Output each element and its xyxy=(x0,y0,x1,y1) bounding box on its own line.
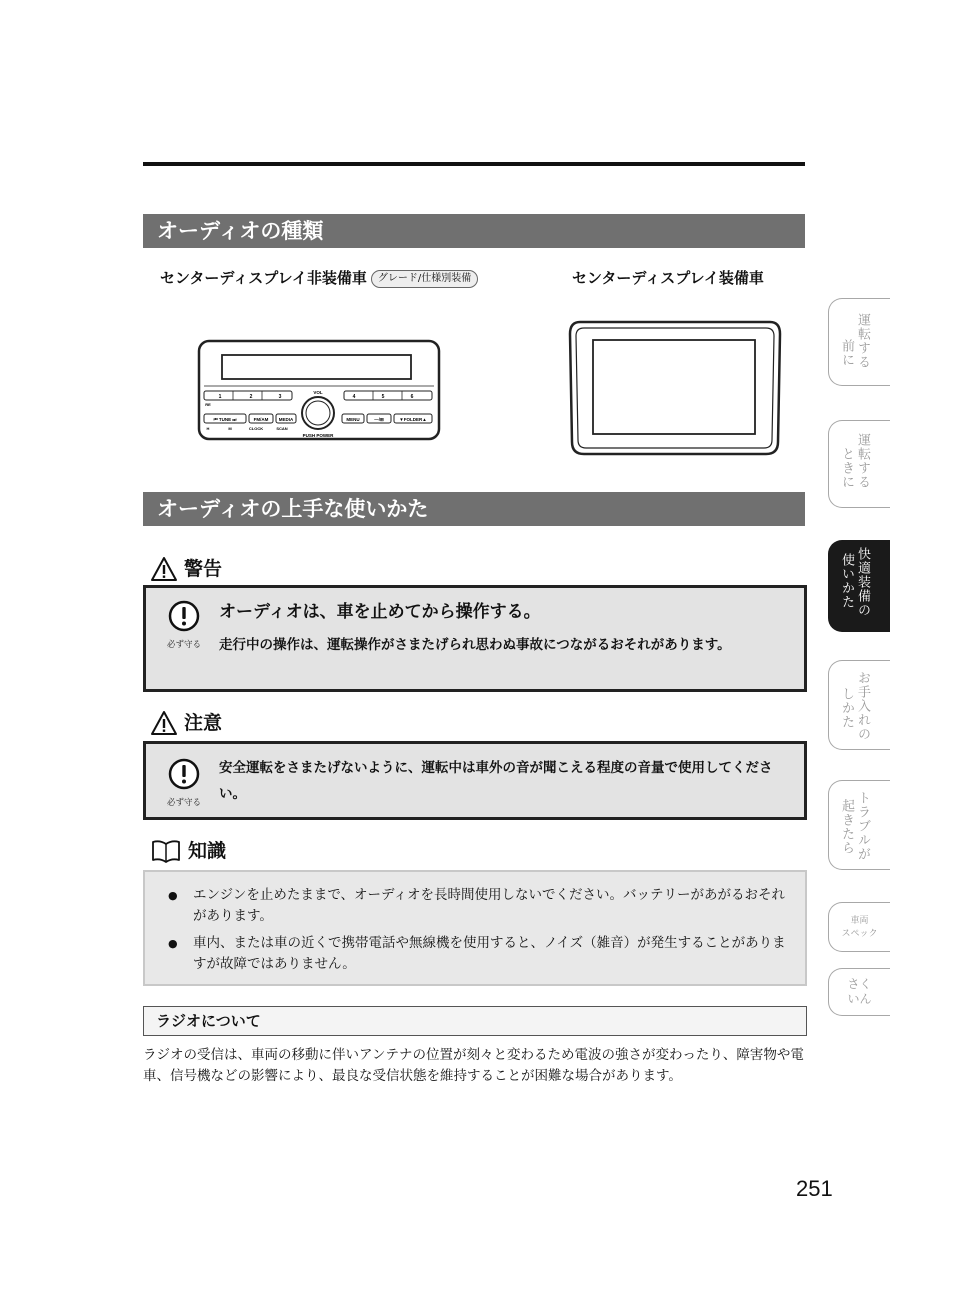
sub-m: M xyxy=(228,426,232,431)
tab-text: 車両 xyxy=(850,916,869,926)
tab-before-driving[interactable] xyxy=(828,298,890,386)
tab-text: さく xyxy=(847,977,872,991)
btn-display: ―/⊞ xyxy=(374,417,384,422)
must-follow-label-caution: 必ず守る xyxy=(166,798,201,808)
caution-title: 注意 xyxy=(184,712,223,734)
tab-troubleshooting[interactable] xyxy=(828,780,890,870)
warning-heading xyxy=(150,556,222,582)
tab-text: しかた xyxy=(839,687,854,729)
knowledge-title: 知識 xyxy=(188,840,227,862)
radio-heading: ラジオについて xyxy=(143,1006,807,1036)
label-no-display xyxy=(160,268,478,288)
top-rule xyxy=(143,162,805,166)
btn-media: MEDIA xyxy=(278,417,294,422)
preset-3: 3 xyxy=(278,394,282,400)
caution-heading xyxy=(150,710,222,736)
btn-menu: MENU xyxy=(346,417,360,422)
radio-paragraph: ラジオの受信は、車両の移動に伴いアンテナの位置が刻々と変わるため電波の強さが変わったり、障害物や電車、信号機などの影響により、最良な受信状態を維持することが困難な場合があります。 xyxy=(143,1047,804,1084)
tab-text: トラブルが xyxy=(855,791,870,861)
warning-title: 警告 xyxy=(184,558,223,580)
tab-text: いん xyxy=(847,992,872,1006)
preset-6: 6 xyxy=(410,394,414,400)
sub-h: H xyxy=(206,426,210,431)
preset-1: 1 xyxy=(218,394,222,400)
must-follow-icon-warning xyxy=(164,600,204,650)
exclamation-circle-icon xyxy=(168,600,200,632)
warning-box xyxy=(143,585,807,692)
preset-1-sub: RE xyxy=(205,402,211,407)
exclamation-circle-icon xyxy=(168,758,200,790)
vol-label: VOL xyxy=(313,390,323,395)
must-follow-icon-caution xyxy=(164,758,204,808)
knowledge-item: ● 車内、または車の近くで携帯電話や無線機を使用すると、ノイズ（雑音）が発生することがありますが故障ではありません。 xyxy=(163,933,791,975)
tab-text: 起きたら xyxy=(839,799,854,855)
tab-text: 前に xyxy=(839,339,854,367)
tab-index[interactable] xyxy=(828,968,890,1016)
section-heading-audio-types: オーディオの種類 xyxy=(143,214,805,248)
btn-fmam: FM/AM xyxy=(253,417,269,422)
caution-triangle-icon xyxy=(150,710,178,736)
caution-text: 安全運転をさまたげないように、運転中は車外の音が聞こえる程度の音量で使用してください。 xyxy=(219,760,773,802)
open-book-icon xyxy=(150,838,182,864)
tab-while-driving[interactable] xyxy=(828,420,890,508)
tab-text: スペック xyxy=(841,929,878,939)
sub-scan: SCAN xyxy=(276,426,288,431)
tab-text: ときに xyxy=(839,447,854,489)
tab-vehicle-specs[interactable] xyxy=(828,902,890,952)
tab-text: 使いかた xyxy=(839,553,854,609)
warning-triangle-icon xyxy=(150,556,178,582)
push-power-label: PUSH POWER xyxy=(302,433,334,438)
warning-text: 走行中の操作は、運転操作がさまたげられ思わぬ事故につながるおそれがあります。 xyxy=(219,637,731,653)
tab-text: お手入れの xyxy=(855,671,870,741)
preset-4: 4 xyxy=(352,394,356,400)
center-display-illustration xyxy=(566,318,784,458)
grade-tag: グレード/仕様別装備 xyxy=(371,270,478,288)
warning-headline: オーディオは、車を止めてから操作する。 xyxy=(219,602,541,622)
knowledge-box xyxy=(143,870,807,986)
preset-2: 2 xyxy=(249,394,253,400)
tab-text: 快適装備の xyxy=(855,547,870,617)
tab-comfort-equipment[interactable] xyxy=(828,540,890,632)
tab-maintenance[interactable] xyxy=(828,660,890,750)
knowledge-item: ● エンジンを止めたままで、オーディオを長時間使用しないでください。バッテリーがあがるおそれがあります。 xyxy=(163,885,791,927)
audio-unit-illustration xyxy=(196,338,442,450)
label-no-display-text: センターディスプレイ非装備車 xyxy=(160,269,367,287)
sub-clock: CLOCK xyxy=(248,426,264,431)
preset-5: 5 xyxy=(381,394,385,400)
caution-box xyxy=(143,741,807,820)
must-follow-label-warning: 必ず守る xyxy=(166,640,201,650)
page-number: 251 xyxy=(796,1176,833,1201)
tab-text: 運転する xyxy=(855,433,870,489)
tab-text: 運転する xyxy=(855,313,870,369)
section-heading-audio-usage: オーディオの上手な使いかた xyxy=(143,492,805,526)
btn-tune: ⏮ TUNE ⏭ xyxy=(213,417,237,422)
knowledge-heading xyxy=(150,838,226,864)
label-display: センターディスプレイ装備車 xyxy=(572,269,764,287)
btn-folder: ▼FOLDER▲ xyxy=(399,417,427,422)
